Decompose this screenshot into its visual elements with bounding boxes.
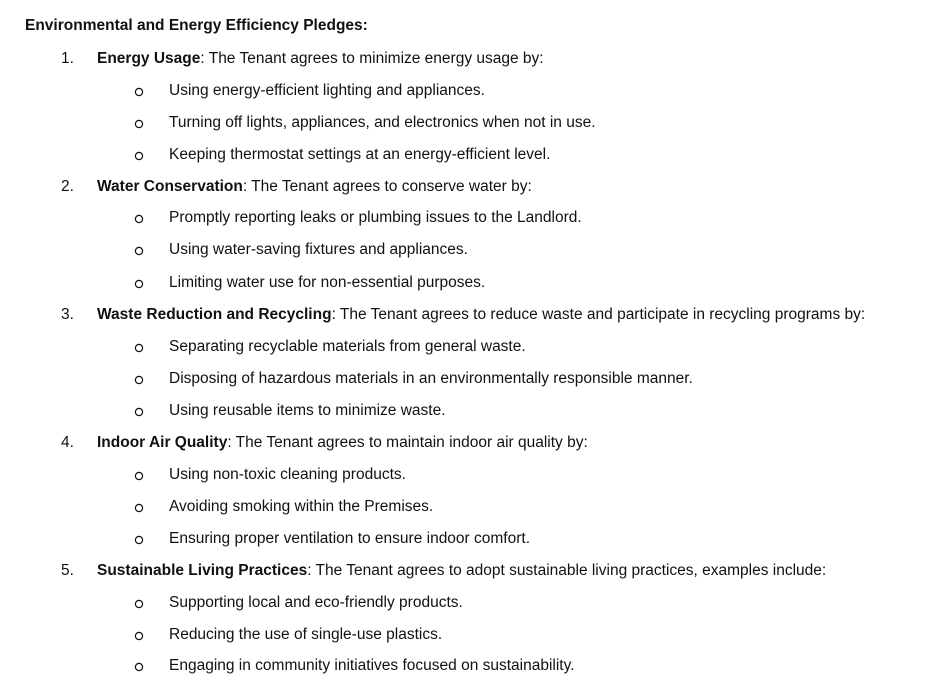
hollow-bullet-icon	[134, 337, 144, 357]
item-number: 4.	[61, 434, 74, 451]
item-description: : The Tenant agrees to adopt sustainable living practices, examples include:	[307, 562, 827, 579]
item-number: 1.	[61, 50, 74, 67]
sub-item-text: Ensuring proper ventilation to ensure indoor comfort.	[169, 530, 531, 547]
item-title: Waste Reduction and Recycling	[97, 306, 332, 323]
sub-item-text: Limiting water use for non-essential purposes.	[169, 274, 486, 291]
hollow-bullet-icon	[134, 593, 144, 613]
hollow-bullet-icon	[134, 465, 144, 485]
sub-item-text: Using non-toxic cleaning products.	[169, 466, 406, 483]
sub-item-text: Reducing the use of single-use plastics.	[169, 626, 443, 643]
item-number: 5.	[61, 562, 74, 579]
sub-item-text: Keeping thermostat settings at an energy-efficient level.	[169, 146, 551, 163]
sub-item-text: Separating recyclable materials from general waste.	[169, 338, 526, 355]
sub-item-text: Turning off lights, appliances, and electronics when not in use.	[169, 114, 596, 131]
item-description: : The Tenant agrees to reduce waste and participate in recycling programs by:	[331, 306, 866, 323]
section-heading: Environmental and Energy Efficiency Pledges:	[25, 17, 368, 34]
hollow-bullet-icon	[134, 81, 144, 101]
hollow-bullet-icon	[134, 656, 144, 676]
item-title: Indoor Air Quality	[97, 434, 228, 451]
hollow-bullet-icon	[134, 273, 144, 293]
hollow-bullet-icon	[134, 529, 144, 549]
hollow-bullet-icon	[134, 113, 144, 133]
sub-item-text: Avoiding smoking within the Premises.	[169, 498, 434, 515]
hollow-bullet-icon	[134, 625, 144, 645]
sub-item-text: Using water-saving fixtures and appliances.	[169, 241, 468, 258]
sub-item-text: Disposing of hazardous materials in an environmentally responsible manner.	[169, 370, 693, 387]
hollow-bullet-icon	[134, 208, 144, 228]
sub-item-text: Using reusable items to minimize waste.	[169, 402, 446, 419]
item-title: Water Conservation	[97, 178, 243, 195]
hollow-bullet-icon	[134, 145, 144, 165]
item-number: 2.	[61, 178, 74, 195]
item-description: : The Tenant agrees to conserve water by:	[242, 178, 532, 195]
hollow-bullet-icon	[134, 401, 144, 421]
item-title: Sustainable Living Practices	[97, 562, 308, 579]
item-description: : The Tenant agrees to minimize energy usage by:	[200, 50, 544, 67]
hollow-bullet-icon	[134, 497, 144, 517]
item-title: Energy Usage	[97, 50, 201, 67]
sub-item-text: Using energy-efficient lighting and appliances.	[169, 82, 485, 99]
hollow-bullet-icon	[134, 369, 144, 389]
item-description: : The Tenant agrees to maintain indoor air quality by:	[227, 434, 588, 451]
sub-item-text: Supporting local and eco-friendly products.	[169, 594, 463, 611]
item-number: 3.	[61, 306, 74, 323]
sub-item-text: Promptly reporting leaks or plumbing issues to the Landlord.	[169, 209, 582, 226]
hollow-bullet-icon	[134, 240, 144, 260]
sub-item-text: Engaging in community initiatives focused on sustainability.	[169, 657, 575, 674]
